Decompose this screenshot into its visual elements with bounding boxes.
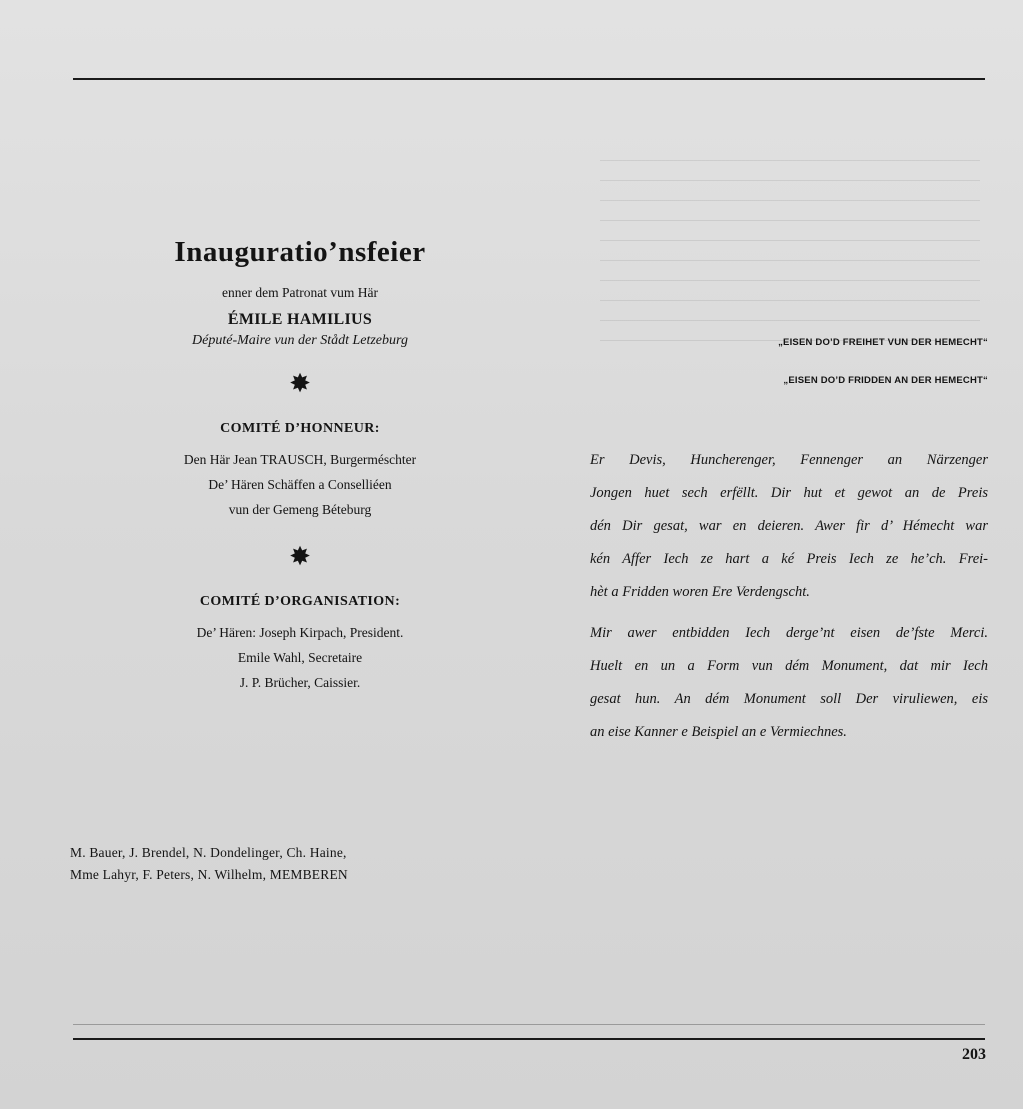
show-through-texture [600, 160, 980, 360]
bottom-rule [73, 1038, 985, 1040]
text-line: gesat hun. An dém Monument soll Der viruliewen, eis [590, 691, 988, 707]
committee-members [70, 842, 490, 886]
dedication-paragraph-1 [590, 444, 988, 609]
members-line: M. Bauer, J. Brendel, N. Dondelinger, Ch. Haine, [70, 845, 347, 860]
honour-committee-line: De’ Hären Schäffen a Conselliéen [208, 477, 392, 492]
members-line: Mme Lahyr, F. Peters, N. Wilhelm, MEMBEREN [70, 867, 348, 882]
left-column [110, 236, 490, 695]
patron-role: Député-Maire vun der Stådt Letzeburg [192, 333, 408, 348]
honour-committee-line: Den Här Jean TRAUSCH, Burgerméschter [183, 452, 417, 467]
text-line: Er Devis, Huncherenger, Fennenger an Närzenger [590, 452, 988, 468]
organisation-committee-heading: COMITÉ D’ORGANISATION: [199, 594, 401, 609]
patronage-line: enner dem Patronat vum Här [222, 285, 378, 300]
motto-freedom: „EISEN DO’D FREIHET VUN DER HEMECHT“ [778, 337, 988, 348]
motto-peace: „EISEN DO’D FRIDDEN AN DER HEMECHT“ [783, 375, 988, 386]
text-line: Huelt en un a Form vun dém Monument, dat mir Iech [590, 658, 988, 674]
organisation-committee-line: De’ Hären: Joseph Kirpach, President. [196, 625, 404, 640]
page-number: 203 [962, 1046, 986, 1063]
organisation-committee-line: J. P. Brücher, Caissier. [239, 675, 361, 690]
honour-committee-heading: COMITÉ D’HONNEUR: [220, 421, 380, 436]
document-title: Inauguratio’nsfeier [174, 236, 426, 268]
text-line: dén Dir gesat, war en deieren. Awer fir d’ Hémecht war [590, 518, 988, 534]
top-rule [73, 78, 985, 80]
text-line: kén Affer Iech ze hart a ké Preis Iech ze he’ch. Frei- [590, 551, 988, 567]
star-ornament-icon: ✸ [289, 369, 311, 398]
honour-committee-line: vun der Gemeng Béteburg [228, 502, 372, 517]
organisation-committee-line: Emile Wahl, Secretaire [237, 650, 363, 665]
dedication-paragraph-2 [590, 617, 988, 749]
patron-name: ÉMILE HAMILIUS [227, 311, 373, 328]
bottom-faint-rule [73, 1024, 985, 1025]
right-column [590, 336, 988, 749]
text-line: Mir awer entbidden Iech derge’nt eisen de’fste Merci. [590, 625, 988, 641]
text-line: Jongen huet sech erfëllt. Dir hut et gewot an de Preis [590, 485, 988, 501]
star-ornament-icon: ✸ [289, 542, 311, 571]
text-line: hèt a Fridden woren Ere Verdengscht. [590, 584, 810, 600]
text-line: an eise Kanner e Beispiel an e Vermiechnes. [590, 724, 847, 740]
